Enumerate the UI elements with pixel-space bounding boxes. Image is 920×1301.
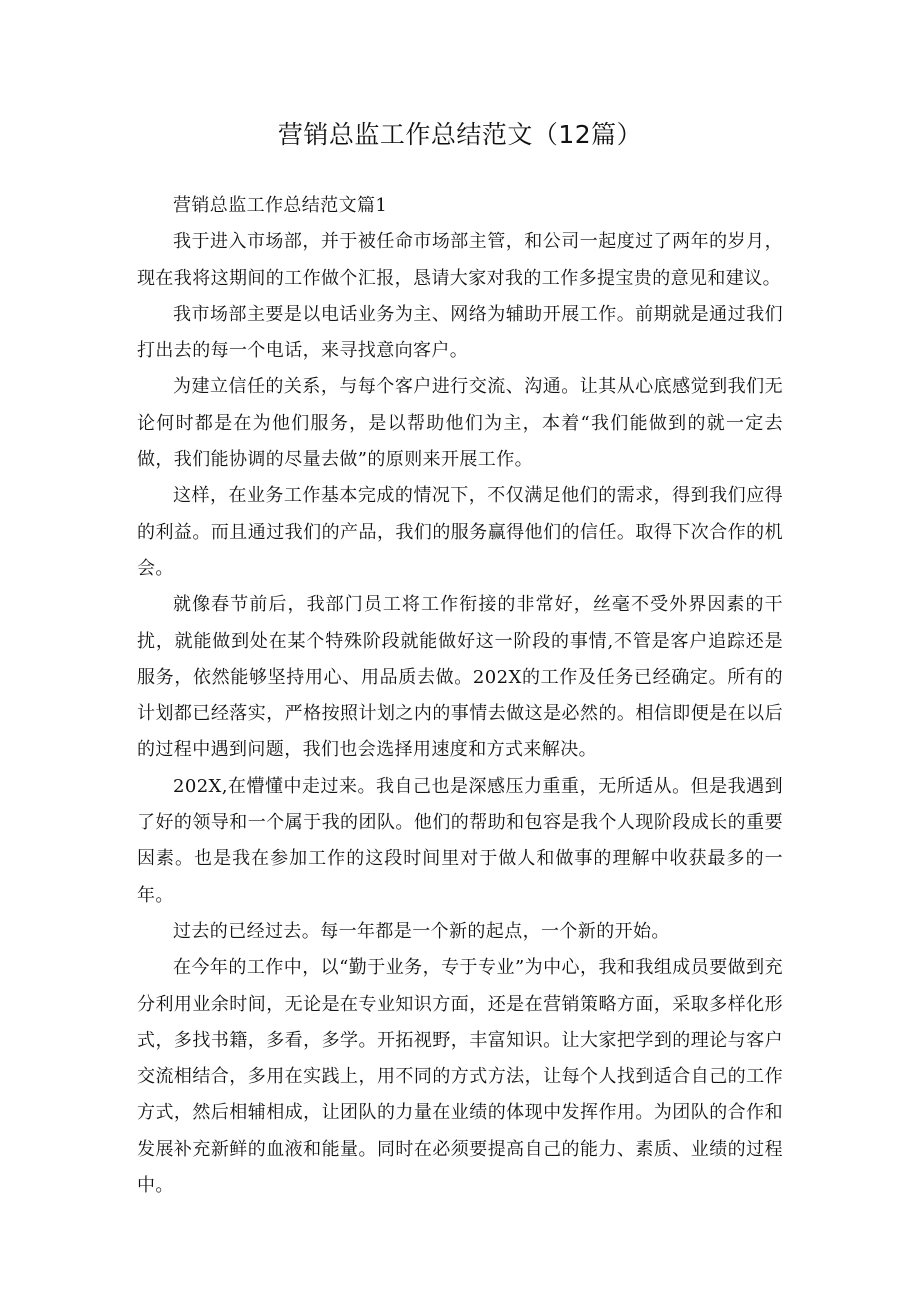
paragraph: 就像春节前后，我部门员工将工作衔接的非常好，丝毫不受外界因素的干扰，就能做到处在某个特殊阶段就能做好这一阶段的事情,不管是客户追踪还是服务，依然能够坚持用心、用品质去做。202X的工作及任务已经确定。所有的计划都已经落实，严格按照计划之内的事情去做这是必然的。相信即便是在以后的过程中遇到问题，我们也会选择用速度和方式来解决。 xyxy=(137,594,783,761)
document-body xyxy=(137,188,783,1204)
paragraph: 在今年的工作中，以“勤于业务，专于专业”为中心，我和我组成员要做到充分利用业余时间，无论是在专业知识方面，还是在营销策略方面，采取多样化形式，多找书籍，多看，多学。开拓视野，丰富知识。让大家把学到的理论与客户交流相结合，多用在实践上，用不同的方式方法，让每个人找到适合自己的工作方式，然后相辅相成，让团队的力量在业绩的体现中发挥作用。为团队的合作和发展补充新鲜的血液和能量。同时在必须要提高自己的能力、素质、业绩的过程中。 xyxy=(137,957,783,1197)
paragraph: 这样，在业务工作基本完成的情况下，不仅满足他们的需求，得到我们应得的利益。而且通过我们的产品，我们的服务赢得他们的信任。取得下次合作的机会。 xyxy=(137,485,783,579)
section-heading: 营销总监工作总结范文篇1 xyxy=(173,195,388,216)
paragraph: 我市场部主要是以电话业务为主、网络为辅助开展工作。前期就是通过我们打出去的每一个电话，来寻找意向客户。 xyxy=(137,303,783,362)
document-title: 营销总监工作总结范文（12篇） xyxy=(277,120,643,149)
paragraph: 202X,在懵懂中走过来。我自己也是深感压力重重，无所适从。但是我遇到了好的领导和一个属于我的团队。他们的帮助和包容是我个人现阶段成长的重要因素。也是我在参加工作的这段时间里对于做人和做事的理解中收获最多的一年。 xyxy=(137,775,783,906)
paragraph: 为建立信任的关系，与每个客户进行交流、沟通。让其从心底感觉到我们无论何时都是在为他们服务，是以帮助他们为主，本着“我们能做到的就一定去做，我们能协调的尽量去做”的原则来开展工作。 xyxy=(137,376,783,471)
paragraph: 我于进入市场部，并于被任命市场部主管，和公司一起度过了两年的岁月，现在我将这期间的工作做个汇报，恳请大家对我的工作多提宝贵的意见和建议。 xyxy=(137,231,783,289)
paragraph: 过去的已经过去。每一年都是一个新的起点，一个新的开始。 xyxy=(173,920,670,942)
